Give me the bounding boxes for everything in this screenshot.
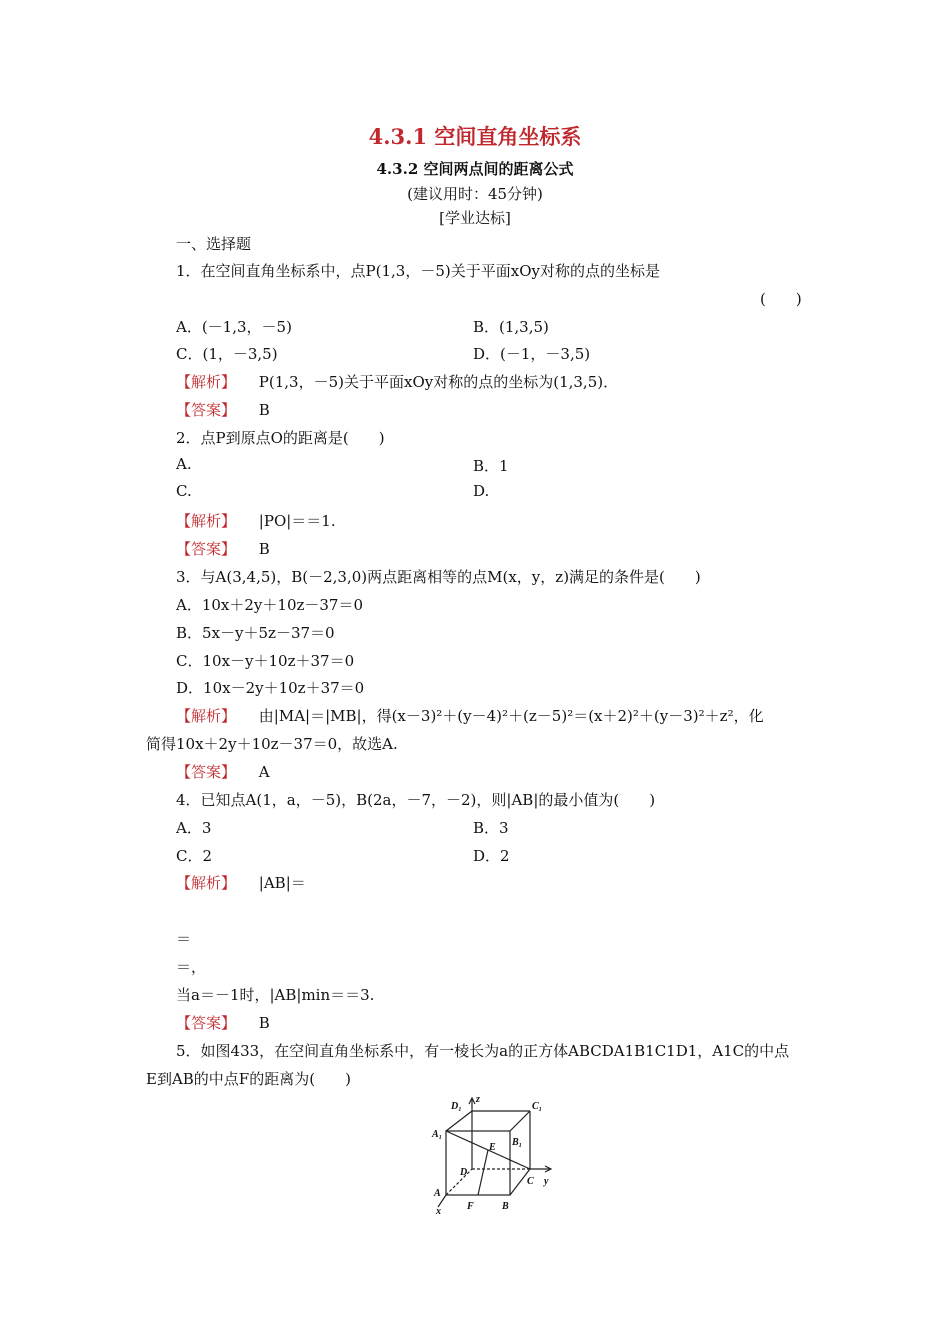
q4-step-1: ＝	[176, 930, 192, 948]
q4-answer-text: B	[258, 1014, 270, 1032]
label-b1: B₁	[512, 1137, 523, 1148]
answer-tag: 【答案】	[176, 1014, 237, 1032]
q4-option-b: B．3	[473, 819, 509, 837]
q4-option-a: A．3	[176, 819, 212, 837]
q3-option-c: C．10x－y＋10z＋37＝0	[176, 652, 355, 670]
q4-option-c: C．2	[176, 847, 213, 865]
time-hint: (建议用时：45分钟)	[407, 185, 543, 203]
q2-analysis-text: |PO|＝＝1.	[258, 512, 336, 530]
q4-stem: 4．已知点A(1，a，－5)，B(2a，－7，－2)，则|AB|的最小值为( )	[176, 791, 656, 809]
q3-answer-text: A	[258, 763, 270, 781]
label-e: E	[489, 1142, 496, 1153]
label-d1: D₁	[451, 1101, 462, 1112]
q3-option-a: A．10x＋2y＋10z－37＝0	[176, 596, 364, 614]
q2-option-a: A.	[176, 455, 192, 473]
q4-answer	[176, 1012, 270, 1033]
q2-analysis	[176, 510, 336, 531]
q5-stem-continued: E到AB的中点F的距离为( )	[146, 1070, 351, 1088]
q2-answer	[176, 538, 270, 559]
q2-stem: 2．点P到原点O的距离是( )	[176, 429, 385, 447]
q1-stem: 1．在空间直角坐标系中，点P(1,3，－5)关于平面xOy对称的点的坐标是	[176, 262, 660, 280]
q3-analysis-continued: 简得10x＋2y＋10z－37＝0，故选A.	[146, 735, 398, 753]
hidden-edge	[446, 1169, 472, 1195]
q3-stem: 3．与A(3,4,5)，B(－2,3,0)两点距离相等的点M(x，y，z)满足的条件是( )	[176, 568, 701, 586]
q1-answer-text: B	[258, 401, 270, 419]
label-a: A	[434, 1188, 441, 1199]
label-f: F	[467, 1201, 474, 1212]
q1-bracket: ( )	[760, 290, 802, 308]
q4-step-3: 当a＝－1时，|AB|min＝＝3.	[176, 986, 375, 1004]
q3-option-b: B．5x－y＋5z－37＝0	[176, 624, 335, 642]
q2-option-c: C.	[176, 482, 192, 500]
cube-edge	[446, 1111, 472, 1131]
q4-step-2: ＝，	[176, 958, 207, 976]
analysis-tag: 【解析】	[176, 512, 237, 530]
label-c: C	[527, 1176, 534, 1187]
cube-figure	[426, 1093, 556, 1215]
q4-analysis	[176, 872, 306, 893]
cube-front-face	[446, 1131, 510, 1195]
q1-analysis	[176, 371, 618, 392]
answer-tag: 【答案】	[176, 401, 237, 419]
q3-analysis	[176, 705, 764, 726]
label-b: B	[502, 1201, 509, 1212]
page-title: 4.3.1 空间直角坐标系	[368, 124, 582, 149]
q1-option-b: B．(1,3,5)	[473, 318, 549, 336]
analysis-tag: 【解析】	[176, 874, 237, 892]
q4-option-d: D．2	[473, 847, 510, 865]
q1-analysis-text: P(1,3，－5)关于平面xOy对称的点的坐标为(1,3,5)．	[258, 373, 619, 391]
q3-option-d: D．10x－2y＋10z＋37＝0	[176, 679, 365, 697]
section-heading: 一、选择题	[176, 235, 252, 253]
q3-answer	[176, 761, 270, 782]
level-label: [学业达标]	[439, 209, 511, 227]
q3-analysis-text: 由|MA|＝|MB|，得(x－3)²＋(y－4)²＋(z－5)²＝(x＋2)²＋(y－3)²＋z²，化	[258, 707, 764, 725]
q2-option-b: B．1	[473, 457, 509, 475]
analysis-tag: 【解析】	[176, 707, 237, 725]
label-z: z	[476, 1094, 480, 1105]
q5-stem: 5．如图433，在空间直角坐标系中，有一棱长为a的正方体ABCDA1B1C1D1，A1C的中点	[176, 1042, 790, 1060]
segment-ef	[478, 1150, 488, 1195]
q4-analysis-text: |AB|＝	[258, 874, 306, 892]
q2-answer-text: B	[258, 540, 270, 558]
label-d: D	[460, 1167, 468, 1178]
q1-option-d: D．(－1，－3,5)	[473, 345, 591, 363]
label-x: x	[436, 1206, 441, 1215]
q1-option-c: C．(1，－3,5)	[176, 345, 278, 363]
label-y: y	[544, 1176, 549, 1187]
cube-edge	[510, 1111, 530, 1131]
label-a1: A₁	[432, 1129, 443, 1140]
q1-answer	[176, 399, 270, 420]
q2-option-d: D.	[473, 482, 490, 500]
answer-tag: 【答案】	[176, 540, 237, 558]
label-c1: C₁	[532, 1101, 543, 1112]
answer-tag: 【答案】	[176, 763, 237, 781]
q1-option-a: A．(－1,3，－5)	[176, 318, 292, 336]
analysis-tag: 【解析】	[176, 373, 237, 391]
page-subtitle: 4.3.2 空间两点间的距离公式	[376, 160, 574, 178]
